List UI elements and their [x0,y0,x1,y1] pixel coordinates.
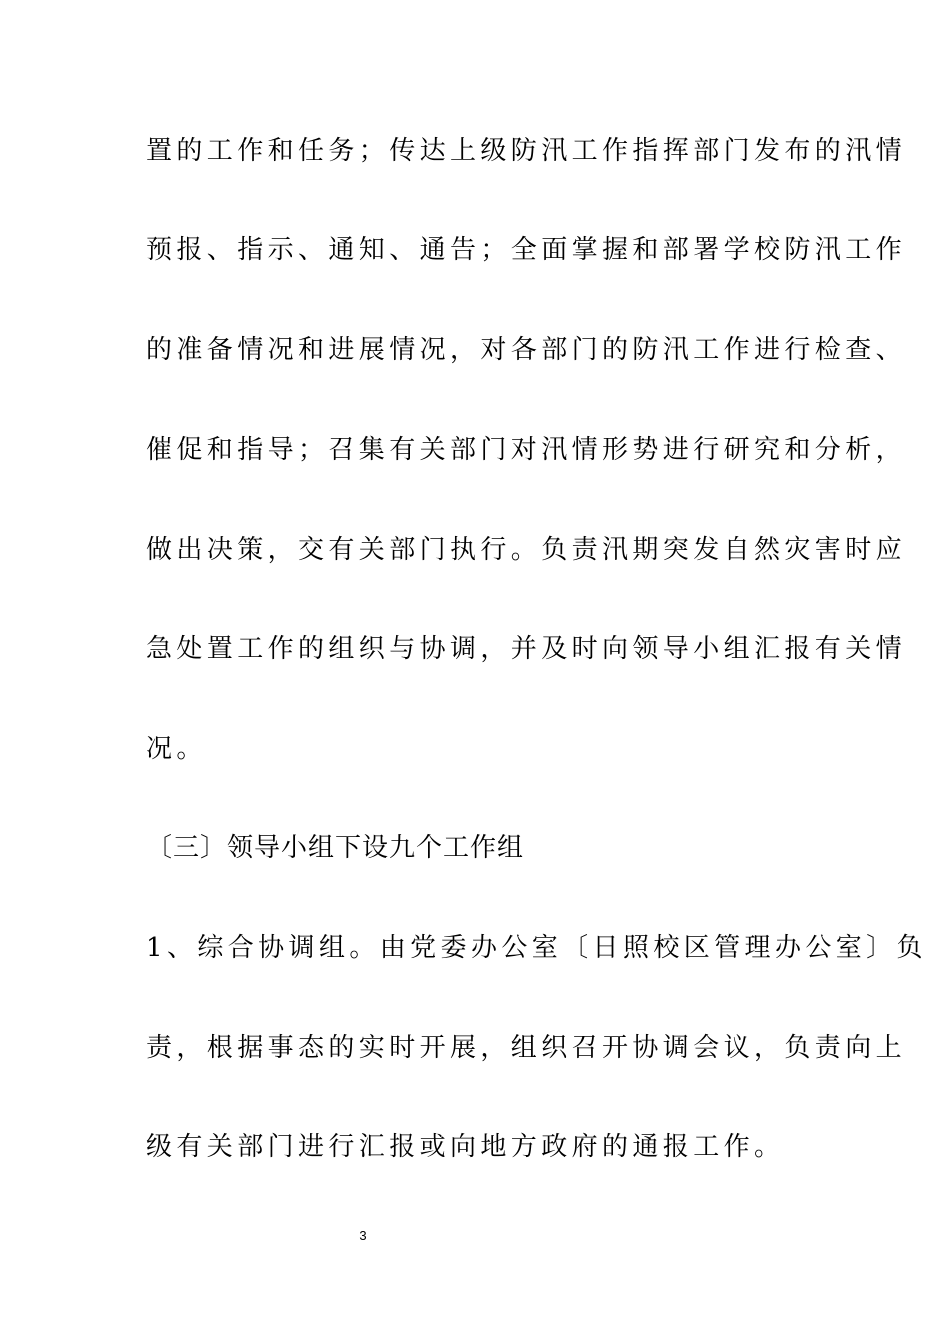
paragraph-line: 况。 [146,734,207,764]
paragraph-line: 1、综合协调组。由党委办公室〔日照校区管理办公室〕负 [146,933,927,963]
page-number: 3 [359,1228,367,1243]
paragraph-line: 催促和指导；召集有关部门对汛情形势进行研究和分析， [146,435,907,465]
paragraph-line: 置的工作和任务；传达上级防汛工作指挥部门发布的汛情 [146,136,907,166]
paragraph-line: 急处置工作的组织与协调，并及时向领导小组汇报有关情 [146,634,907,664]
paragraph-line: 预报、指示、通知、通告；全面掌握和部署学校防汛工作 [146,235,907,265]
paragraph-line: 责，根据事态的实时开展，组织召开协调会议，负责向上 [146,1033,907,1063]
paragraph-line: 级有关部门进行汇报或向地方政府的通报工作。 [146,1132,785,1162]
paragraph-line: 做出决策，交有关部门执行。负责汛期突发自然灾害时应 [146,535,907,565]
paragraph-line: 的准备情况和进展情况，对各部门的防汛工作进行检查、 [146,335,907,365]
section-heading: 〔三〕领导小组下设九个工作组 [146,833,525,863]
